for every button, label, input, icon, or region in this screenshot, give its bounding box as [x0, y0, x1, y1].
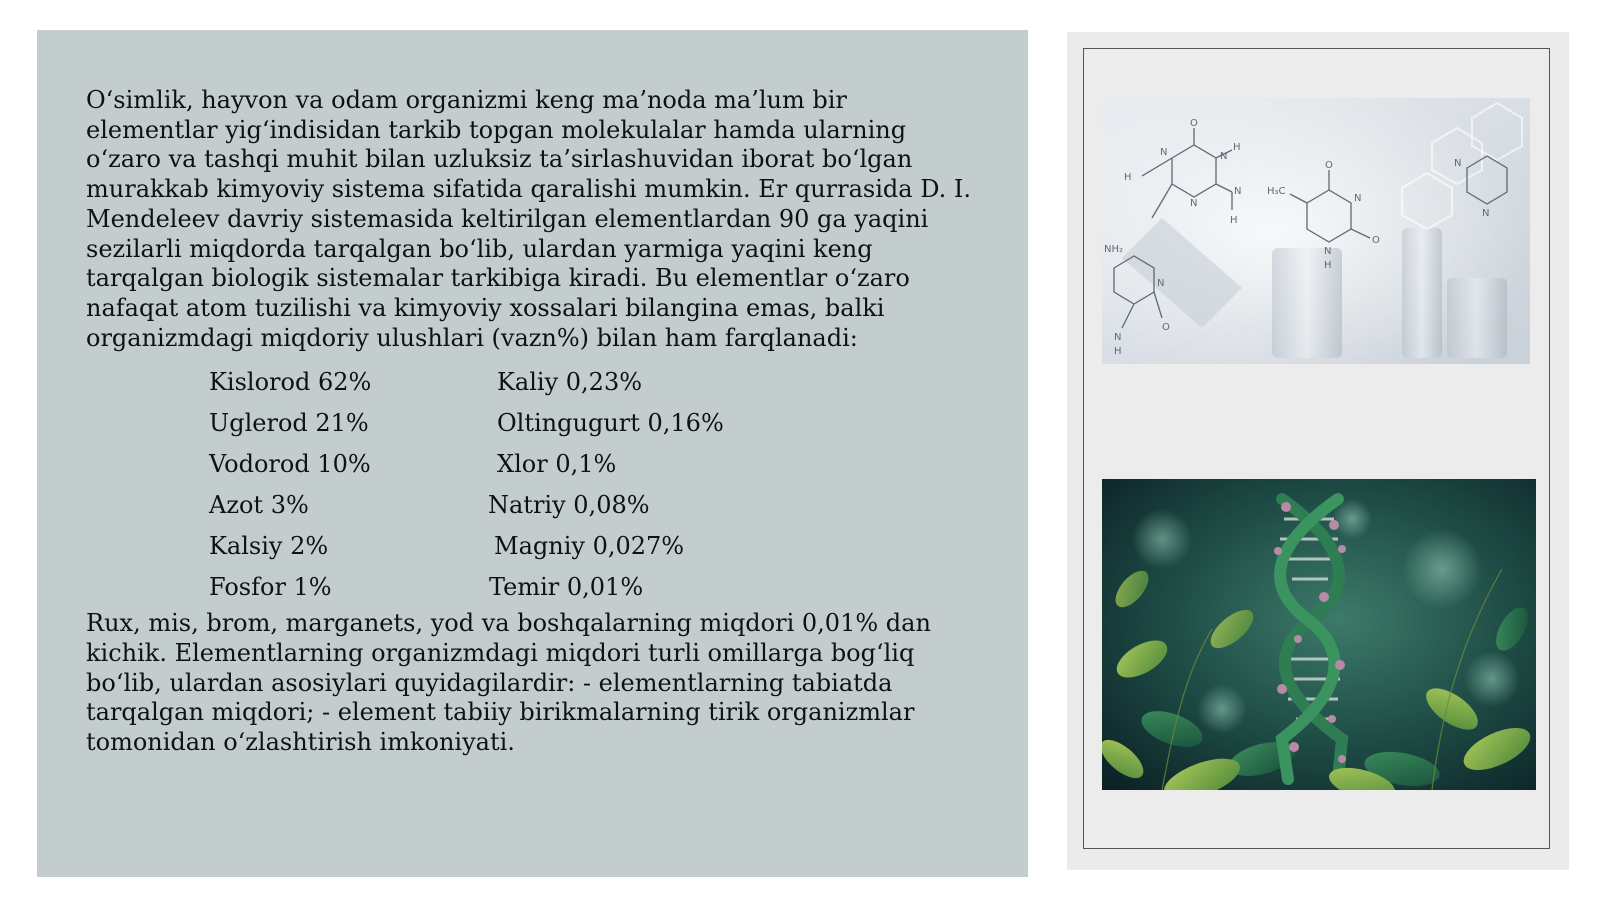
element-right-2: Oltingugurt 0,16%: [497, 409, 724, 438]
svg-text:N: N: [1324, 246, 1332, 257]
text-panel: [37, 30, 1028, 877]
svg-text:O: O: [1162, 322, 1170, 333]
element-left-6: Fosfor 1%: [209, 573, 332, 602]
element-right-1: Kaliy 0,23%: [497, 368, 643, 397]
svg-text:H: H: [1233, 142, 1241, 153]
intro-paragraph: O‘simlik, hayvon va odam organizmi keng ma’noda ma’lum bir elementlar yig‘indisidan tarkib topgan molekulalar hamda ularning o‘zaro va tashqi muhit bilan uzluksiz ta’sirlashuvidan iborat bo‘lgan murakkab kimyoviy sistema sifatida qaralishi mumkin. Er qurrasida D. I. Mendeleev davriy sistemasida keltirilgan elementlardan 90 ga yaqini sezilarli miqdorda tarqalgan bo‘lib, ulardan yarmiga yaqini keng tarqalgan biologik sistemalar tarkibiga kiradi. Bu elementlar o‘zaro nafaqat atom tuzilishi va kimyoviy xossalari bilangina emas, balki organizmdagi miqdoriy ulushlari (vazn%) bilan ham farqlanadi:: [86, 86, 971, 352]
svg-text:H: H: [1114, 346, 1122, 357]
svg-text:H: H: [1230, 215, 1238, 226]
element-list: [86, 359, 986, 609]
svg-text:N: N: [1160, 147, 1168, 158]
closing-paragraph: Rux, mis, brom, marganets, yod va boshqalarning miqdori 0,01% dan kichik. Elementlarning organizmdagi miqdori turli omillarga bog‘liq bo‘lib, ulardan asosiylari quyidagilardir: - elementlarning tabiatda tarqalgan miqdori; - element tabiiy birikmalarning tirik organizmlar tomonidan o‘zlashtirish imkoniyati.: [86, 609, 931, 757]
svg-text:N: N: [1354, 193, 1362, 204]
svg-text:N: N: [1234, 186, 1242, 197]
text-body: [86, 86, 986, 758]
element-right-5: Magniy 0,027%: [494, 532, 685, 561]
element-right-6: Temir 0,01%: [489, 573, 644, 602]
element-right-3: Xlor 0,1%: [497, 450, 617, 479]
svg-text:H: H: [1124, 172, 1132, 183]
element-left-5: Kalsiy 2%: [209, 532, 329, 561]
svg-text:O: O: [1372, 235, 1380, 246]
svg-text:O: O: [1325, 160, 1333, 171]
svg-text:N: N: [1114, 332, 1122, 343]
element-left-2: Uglerod 21%: [209, 409, 369, 438]
svg-text:N: N: [1482, 208, 1490, 219]
svg-text:N: N: [1454, 158, 1462, 169]
svg-text:H: H: [1324, 260, 1332, 271]
element-left-1: Kislorod 62%: [209, 368, 372, 397]
svg-text:O: O: [1190, 118, 1198, 129]
element-left-3: Vodorod 10%: [209, 450, 371, 479]
element-right-4: Natriy 0,08%: [488, 491, 650, 520]
dna-plant-image: [1102, 479, 1536, 790]
element-left-4: Azot 3%: [209, 491, 309, 520]
chemistry-molecules-image: [1102, 98, 1530, 364]
svg-text:N: N: [1220, 151, 1228, 162]
svg-text:N: N: [1190, 198, 1198, 209]
svg-text:N: N: [1157, 278, 1165, 289]
svg-text:NH₂: NH₂: [1104, 244, 1124, 255]
svg-text:H₃C: H₃C: [1267, 186, 1286, 197]
